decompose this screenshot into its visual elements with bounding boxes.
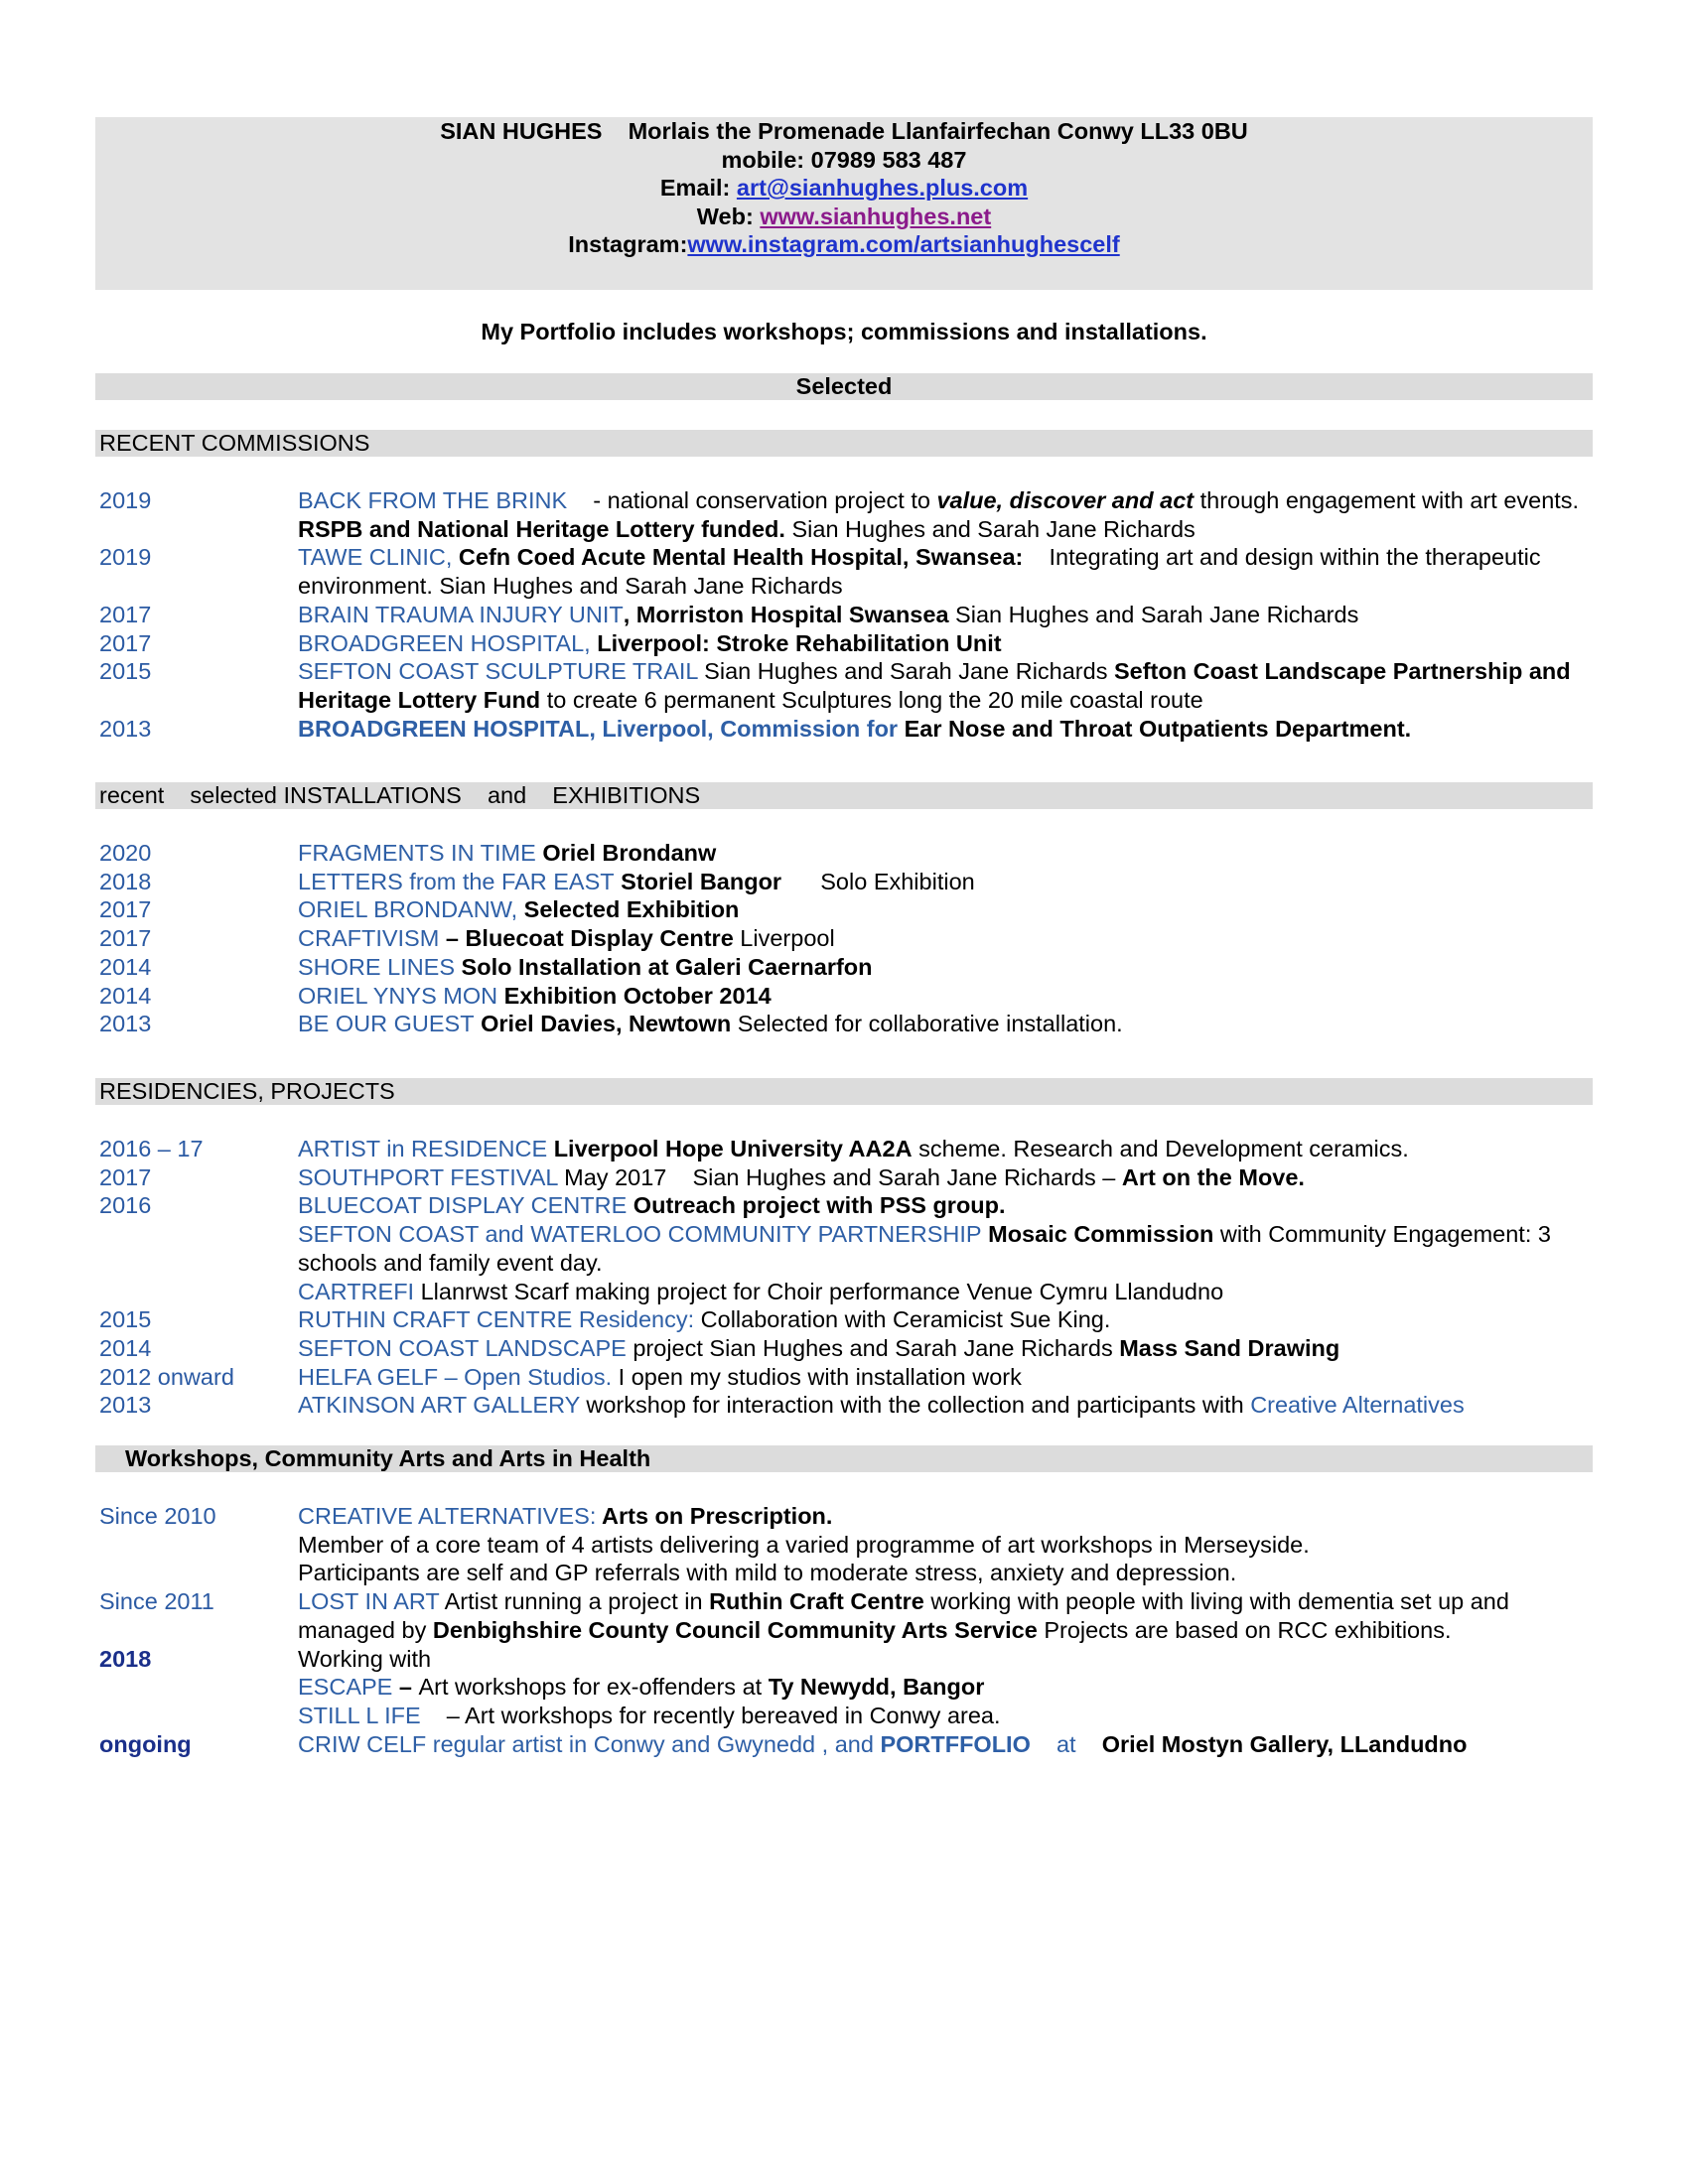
entry-text-segment: Integrating art and design within the therapeutic environment. Sian Hughes and Sarah Jane Richards xyxy=(298,544,1548,600)
entry-row xyxy=(0,1645,1688,1674)
entry-description xyxy=(298,1278,1594,1306)
instagram-label: Instagram: xyxy=(568,231,688,257)
entry-text-segment: CRIW CELF regular artist in Conwy and Gwynedd , and xyxy=(298,1730,881,1757)
entry-text-segment: SEFTON COAST and WATERLOO COMMUNITY PARTNERSHIP xyxy=(298,1221,982,1248)
entry-text-segment: Projects are based on RCC exhibitions. xyxy=(1037,1616,1452,1643)
entry-row xyxy=(0,715,1688,744)
entry-row xyxy=(0,601,1688,629)
entry-text-segment: LETTERS from the FAR EAST xyxy=(298,868,615,894)
entry-text-segment: Sian Hughes and Sarah Jane Richards xyxy=(697,658,1114,685)
entry-text-segment: scheme. Research and Development ceramics. xyxy=(912,1136,1409,1161)
entry-description xyxy=(298,1363,1594,1392)
entry-year xyxy=(0,1220,298,1277)
entry-text-segment: Oriel Mostyn Gallery, LLandudno xyxy=(1101,1730,1468,1757)
entry-text-segment: ORIEL YNYS MON xyxy=(298,982,498,1009)
contact-header xyxy=(95,117,1593,290)
entry-year: 2020 xyxy=(99,840,152,866)
entry-row xyxy=(0,1220,1688,1277)
entry-text-segment: SEFTON COAST SCULPTURE TRAIL xyxy=(298,658,698,685)
entry-text-segment: Outreach project with PSS group. xyxy=(627,1192,1006,1219)
entry-description xyxy=(298,1191,1594,1220)
entry-year xyxy=(0,1673,298,1702)
entry-text-segment: Denbighshire County Council Community Arts Service xyxy=(432,1616,1038,1643)
entry-year: Since 2011 xyxy=(99,1588,214,1615)
entry-year: 2015 xyxy=(99,1306,152,1333)
entry-text-segment: RSPB and National Heritage Lottery funded. xyxy=(298,515,785,542)
entry-text-segment: Working with xyxy=(298,1645,432,1672)
entry-description xyxy=(298,1702,1594,1730)
entry-description xyxy=(298,895,1594,924)
entry-text-segment: May 2017 Sian Hughes and Sarah Jane Richards – xyxy=(557,1163,1122,1190)
entry-text-segment: RUTHIN CRAFT CENTRE Residency: xyxy=(298,1306,695,1333)
entry-year: 2017 xyxy=(99,1163,152,1190)
entry-text-segment: BACK FROM THE BRINK xyxy=(298,487,568,513)
entry-description xyxy=(298,839,1594,868)
entry-description xyxy=(298,715,1594,744)
entry-year: 2017 xyxy=(99,925,152,952)
entry-row xyxy=(0,1278,1688,1306)
entry-year: 2017 xyxy=(99,601,152,627)
entry-text-segment: – Bluecoat Display Centre xyxy=(439,925,734,952)
entry-year: 2014 xyxy=(99,953,152,980)
section-workshops xyxy=(0,1502,1688,1758)
entry-text-segment: Sian Hughes and Sarah Jane Richards xyxy=(784,515,1196,542)
section-heading-commissions: RECENT COMMISSIONS xyxy=(95,430,1593,457)
entry-text-segment: PORTFFOLIO xyxy=(880,1730,1031,1757)
entry-description xyxy=(298,1010,1594,1038)
entry-text-segment: Selected for collaborative installation. xyxy=(731,1011,1123,1037)
entry-text-segment: TAWE CLINIC, xyxy=(298,544,453,571)
entry-text-segment: Selected Exhibition xyxy=(517,896,740,923)
entry-text-segment: project Sian Hughes and Sarah Jane Richards xyxy=(626,1334,1120,1361)
entry-row xyxy=(0,1391,1688,1420)
entry-row xyxy=(0,839,1688,868)
entry-text-segment: – xyxy=(392,1674,419,1701)
section-installations xyxy=(0,839,1688,1038)
email-line xyxy=(95,174,1593,203)
entry-text-segment: BROADGREEN HOSPITAL, Liverpool, Commission for xyxy=(298,715,899,742)
entry-text-segment: Liverpool xyxy=(733,925,835,952)
entry-year: Since 2010 xyxy=(99,1503,216,1529)
entry-text-segment: Artist running a project in xyxy=(439,1588,710,1615)
entry-description xyxy=(298,1305,1594,1334)
entry-description xyxy=(298,1163,1594,1192)
entry-year: 2017 xyxy=(99,629,152,656)
entry-text-segment: Solo Exhibition xyxy=(781,868,975,894)
entry-row xyxy=(0,1587,1688,1644)
entry-text-segment: with Community Engagement: 3 schools and family event day. xyxy=(298,1221,1558,1276)
entry-row xyxy=(0,924,1688,953)
entry-description xyxy=(298,982,1594,1011)
entry-text-segment: to create 6 permanent Sculptures long the 20 mile coastal route xyxy=(540,686,1203,713)
entry-text-segment: BE OUR GUEST xyxy=(298,1011,475,1037)
entry-text-segment: Creative Alternatives xyxy=(1250,1392,1465,1419)
entry-row xyxy=(0,1163,1688,1192)
entry-text-segment: Member of a core team of 4 artists delivering a varied programme of art workshops in Merseyside. Participants are self and GP referrals with mild to moderate stress, anxiety and depression. xyxy=(298,1531,1310,1586)
entry-row xyxy=(0,629,1688,658)
entry-text-segment: at xyxy=(1030,1730,1102,1757)
entry-row xyxy=(0,982,1688,1011)
entry-text-segment: Llanrwst Scarf making project for Choir performance Venue Cymru Llandudno xyxy=(414,1278,1224,1304)
entry-text-segment: CREATIVE ALTERNATIVES: xyxy=(298,1503,597,1529)
mobile-line: mobile: 07989 583 487 xyxy=(721,146,967,173)
entry-year: 2018 xyxy=(99,1645,152,1672)
web-link[interactable]: www.sianhughes.net xyxy=(760,203,992,229)
entry-row xyxy=(0,1673,1688,1702)
entry-description xyxy=(298,486,1594,543)
entry-text-segment: – Art workshops for recently bereaved in Conwy area. xyxy=(420,1702,1001,1728)
entry-text-segment: I open my studios with installation work xyxy=(612,1363,1022,1390)
entry-description xyxy=(298,1334,1594,1363)
entry-text-segment: Oriel Brondanw xyxy=(535,840,717,866)
entry-year: 2015 xyxy=(99,658,152,685)
entry-description xyxy=(298,1645,1594,1674)
artist-name: SIAN HUGHES xyxy=(440,118,603,144)
entry-text-segment: ESCAPE xyxy=(298,1674,393,1701)
address: Morlais the Promenade Llanfairfechan Conwy LL33 0BU xyxy=(628,118,1248,144)
entry-row xyxy=(0,1702,1688,1730)
entry-text-segment: working with people with living with dementia set up and managed by xyxy=(298,1588,1516,1643)
entry-description xyxy=(298,1673,1594,1702)
entry-description xyxy=(298,1135,1594,1163)
entry-year: 2016 xyxy=(99,1192,152,1219)
entry-description xyxy=(298,924,1594,953)
entry-row xyxy=(0,657,1688,714)
entry-year: 2016 – 17 xyxy=(99,1136,204,1161)
entry-text-segment: Storiel Bangor xyxy=(614,868,782,894)
instagram-line xyxy=(95,230,1593,259)
entry-description xyxy=(298,543,1594,600)
entry-text-segment: ORIEL BRONDANW, xyxy=(298,896,518,923)
entry-description xyxy=(298,868,1594,896)
entry-description xyxy=(298,1587,1594,1644)
entry-year: ongoing xyxy=(99,1730,192,1757)
entry-row xyxy=(0,1135,1688,1163)
entry-text-segment: , Morriston Hospital Swansea xyxy=(623,601,949,627)
entry-text-segment: HELFA GELF – Open Studios. xyxy=(298,1363,613,1390)
entry-row xyxy=(0,1191,1688,1220)
entry-text-segment: ATKINSON ART GALLERY xyxy=(298,1392,580,1419)
entry-text-segment: LOST IN ART xyxy=(298,1588,440,1615)
entry-year: 2017 xyxy=(99,896,152,923)
entry-text-segment: Sefton Coast Landscape Partnership and Heritage Lottery Fund xyxy=(298,658,1578,713)
entry-text-segment: BLUECOAT DISPLAY CENTRE xyxy=(298,1192,628,1219)
entry-text-segment: Ear Nose and Throat Outpatients Department. xyxy=(898,715,1412,742)
entry-text-segment: through engagement with art events. xyxy=(1194,487,1586,513)
section-residencies xyxy=(0,1135,1688,1420)
entry-text-segment: SOUTHPORT FESTIVAL xyxy=(298,1163,558,1190)
entry-text-segment: - national conservation project to xyxy=(567,487,937,513)
entry-text-segment: Art on the Move. xyxy=(1121,1163,1305,1190)
entry-row xyxy=(0,868,1688,896)
name-address-line xyxy=(95,117,1593,146)
entry-text-segment: Cefn Coed Acute Mental Health Hospital, Swansea: xyxy=(452,544,1024,571)
entry-text-segment: workshop for interaction with the collection and participants with xyxy=(579,1392,1251,1419)
entry-year: 2018 xyxy=(99,868,152,894)
entry-year: 2014 xyxy=(99,1334,152,1361)
web-line xyxy=(95,203,1593,231)
entry-text-segment: CARTREFI xyxy=(298,1278,415,1304)
entry-text-segment: Oriel Davies, Newtown xyxy=(474,1011,732,1037)
entry-text-segment: Liverpool: Stroke Rehabilitation Unit xyxy=(590,629,1002,656)
entry-text-segment: Solo Installation at Galeri Caernarfon xyxy=(455,953,873,980)
entry-row xyxy=(0,486,1688,543)
instagram-link[interactable]: www.instagram.com/artsianhughescelf xyxy=(687,231,1120,257)
entry-text-segment: Collaboration with Ceramicist Sue King. xyxy=(694,1306,1111,1333)
entry-text-segment: Ruthin Craft Centre xyxy=(709,1588,924,1615)
entry-text-segment: Sian Hughes and Sarah Jane Richards xyxy=(948,601,1359,627)
entry-description xyxy=(298,657,1594,714)
entry-row xyxy=(0,1334,1688,1363)
entry-text-segment: Liverpool Hope University AA2A xyxy=(547,1136,913,1161)
portfolio-summary: My Portfolio includes workshops; commissions and installations. xyxy=(481,319,1207,344)
entry-text-segment: BRAIN TRAUMA INJURY UNIT xyxy=(298,601,624,627)
entry-description xyxy=(298,629,1594,658)
entry-text-segment: CRAFTIVISM xyxy=(298,925,440,952)
entry-description xyxy=(298,1730,1594,1759)
entry-row xyxy=(0,1010,1688,1038)
entry-text-segment: SHORE LINES xyxy=(298,953,456,980)
entry-description xyxy=(298,1502,1594,1587)
section-heading-workshops: Workshops, Community Arts and Arts in Health xyxy=(95,1445,1593,1472)
entry-text-segment: STILL L IFE xyxy=(298,1702,421,1728)
entry-text-segment: value, discover and act xyxy=(936,487,1195,513)
entry-year: 2013 xyxy=(99,1011,152,1037)
entry-row xyxy=(0,1305,1688,1334)
entry-year: 2012 onward xyxy=(99,1363,234,1390)
entry-year: 2013 xyxy=(99,715,152,742)
entry-text-segment: Art workshops for ex-offenders at xyxy=(418,1674,769,1701)
entry-year xyxy=(0,1702,298,1730)
entry-text-segment: Arts on Prescription. xyxy=(596,1503,833,1529)
entry-text-segment: FRAGMENTS IN TIME xyxy=(298,840,536,866)
entry-row xyxy=(0,1730,1688,1759)
entry-text-segment: BROADGREEN HOSPITAL, xyxy=(298,629,591,656)
entry-description xyxy=(298,1220,1594,1277)
section-heading-residencies: RESIDENCIES, PROJECTS xyxy=(95,1078,1593,1105)
entry-text-segment: Exhibition October 2014 xyxy=(497,982,772,1009)
entry-text-segment: ARTIST in RESIDENCE xyxy=(298,1136,548,1161)
entry-row xyxy=(0,1502,1688,1587)
entry-text-segment: SEFTON COAST LANDSCAPE xyxy=(298,1334,627,1361)
entry-row xyxy=(0,953,1688,982)
entry-row xyxy=(0,1363,1688,1392)
entry-year: 2014 xyxy=(99,982,152,1009)
section-commissions xyxy=(0,486,1688,743)
entry-text-segment: Ty Newydd, Bangor xyxy=(768,1674,985,1701)
section-heading-installations: recent selected INSTALLATIONS and EXHIBITIONS xyxy=(95,782,1593,809)
entry-description xyxy=(298,1391,1594,1420)
email-label: Email: xyxy=(659,175,731,201)
entry-description xyxy=(298,953,1594,982)
entry-description xyxy=(298,601,1594,629)
entry-row xyxy=(0,895,1688,924)
entry-year: 2019 xyxy=(99,487,152,513)
email-link[interactable]: art@sianhughes.plus.com xyxy=(736,175,1029,201)
entry-year: 2013 xyxy=(99,1392,152,1419)
entry-row xyxy=(0,543,1688,600)
web-label: Web: xyxy=(696,203,754,229)
entry-year xyxy=(0,1278,298,1306)
entry-text-segment: Mass Sand Drawing xyxy=(1119,1334,1340,1361)
entry-year: 2019 xyxy=(99,544,152,571)
selected-band: Selected xyxy=(95,373,1593,400)
entry-text-segment: Mosaic Commission xyxy=(981,1221,1214,1248)
